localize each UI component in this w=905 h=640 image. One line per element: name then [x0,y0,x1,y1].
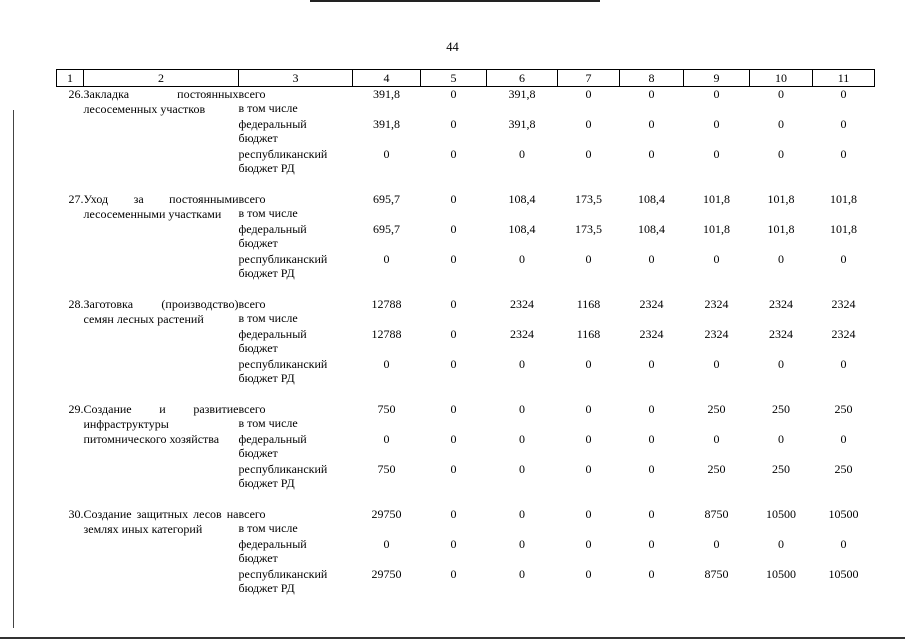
value-cell-col-11: 101,8 [830,221,857,236]
value-cell-col-11: 0 [840,87,847,101]
item-name: Закладка постоянных лесосеменных участков [83,87,239,116]
funding-source [239,402,353,432]
funding-source [239,357,353,387]
value-cell-col-11: 250 [834,401,853,416]
group-spacer [57,282,875,297]
value-cell-col-5: 0 [450,146,457,161]
header-col-10: 10 [750,70,813,87]
item-number: 28. [68,296,84,311]
funding-source [239,462,353,492]
value-cell-col-5: 0 [450,401,457,416]
value-cell-col-9: 8750 [704,506,729,521]
header-col-9: 9 [684,70,750,87]
value-cell-col-5: 0 [450,251,457,266]
value-cell-col-6: 0 [519,566,525,581]
value-cell-col-10: 0 [778,356,784,371]
value-cell-col-4: 0 [383,146,390,161]
header-col-8: 8 [620,70,684,87]
funding-source-line-2: в том числе [238,520,298,535]
value-cell-col-6: 391,8 [508,116,536,131]
page-number: 44 [446,40,459,54]
value-cell-col-7: 0 [585,431,592,446]
value-cell-col-11: 0 [840,536,847,551]
value-cell-col-9: 2324 [704,296,729,311]
header-col-5: 5 [421,70,487,87]
value-cell-col-5: 0 [450,87,457,101]
funding-source [239,147,353,177]
value-cell-col-8: 108,4 [638,191,665,206]
value-cell-col-11: 2324 [831,326,856,341]
funding-source-line-1: всего [238,191,266,206]
scan-bottom-edge [0,637,905,639]
header-col-7: 7 [558,70,620,87]
value-cell-col-4: 29750 [371,506,402,521]
value-cell-col-4: 695,7 [373,221,400,236]
value-cell-col-8: 0 [648,461,655,476]
funding-source-line-2: в том числе [238,101,298,115]
item-name: Заготовка (производство) семян лесных растений [83,296,239,326]
value-cell-col-10: 0 [778,536,784,551]
value-cell-col-6: 0 [519,251,525,266]
funding-source-line-1: всего [238,506,266,521]
value-cell-col-6: 0 [519,506,525,521]
value-cell-col-11: 101,8 [830,191,857,206]
value-cell-col-7: 0 [585,506,592,521]
header-col-2: 2 [84,70,239,87]
value-cell-col-7: 0 [585,566,592,581]
item-number: 27. [68,191,84,206]
funding-source [239,537,353,567]
funding-source-line-1: федеральный [238,221,307,236]
funding-source-line-1: федеральный [238,431,307,446]
funding-source [239,327,353,357]
funding-source-line-1: федеральный [238,536,307,551]
value-cell-col-7: 0 [585,146,592,161]
scan-left-edge [13,110,14,628]
value-cell-col-9: 250 [707,461,726,476]
funding-source [239,192,353,222]
value-cell-col-7: 0 [585,251,592,266]
value-cell-col-8: 108,4 [638,221,665,236]
value-cell-col-11: 0 [840,251,847,266]
value-cell-col-8: 2324 [639,296,664,311]
funding-source-line-2: в том числе [238,205,298,220]
value-cell-col-9: 2324 [704,326,729,341]
value-cell-col-11: 250 [834,461,853,476]
value-cell-col-7: 0 [585,536,592,551]
value-cell-col-11: 10500 [828,566,859,581]
item-number: 29. [68,401,84,416]
value-cell-col-7: 0 [585,356,592,371]
value-cell-col-7: 173,5 [575,221,602,236]
table-row [57,507,875,537]
value-cell-col-6: 391,8 [508,87,536,101]
group-spacer [57,492,875,507]
funding-source-line-1: республиканский [238,566,328,581]
value-cell-col-8: 0 [648,356,655,371]
value-cell-col-9: 101,8 [703,191,730,206]
value-cell-col-8: 0 [648,251,655,266]
value-cell-col-6: 0 [519,401,525,416]
value-cell-col-8: 2324 [639,326,664,341]
funding-source-line-1: всего [238,87,266,101]
budget-table [56,69,875,597]
value-cell-col-10: 0 [778,251,784,266]
funding-source-line-2: в том числе [238,415,298,430]
value-cell-col-5: 0 [450,326,457,341]
value-cell-col-7: 0 [585,461,592,476]
group-spacer [57,387,875,402]
funding-source-line-1: республиканский [238,461,328,476]
value-cell-col-10: 10500 [766,506,796,521]
funding-source [239,222,353,252]
funding-source-line-2: бюджет РД [238,265,295,280]
value-cell-col-9: 0 [713,87,720,101]
value-cell-col-10: 0 [778,431,784,446]
table-row [57,192,875,222]
value-cell-col-9: 0 [713,356,720,371]
value-cell-col-11: 0 [840,116,847,131]
value-cell-col-5: 0 [450,506,457,521]
value-cell-col-8: 0 [648,566,655,581]
value-cell-col-9: 0 [713,536,720,551]
funding-source-line-1: республиканский [238,251,328,266]
value-cell-col-8: 0 [648,146,655,161]
value-cell-col-5: 0 [450,191,457,206]
funding-source-line-2: бюджет [238,340,278,355]
header-col-6: 6 [487,70,558,87]
value-cell-col-6: 108,4 [508,191,536,206]
funding-source [239,567,353,597]
value-cell-col-4: 29750 [371,566,402,581]
header-col-3: 3 [239,70,353,87]
value-cell-col-9: 0 [713,116,720,131]
funding-source-line-2: бюджет [238,130,278,145]
funding-source [239,87,353,117]
value-cell-col-4: 12788 [371,296,402,311]
value-cell-col-11: 0 [840,146,847,161]
funding-source-line-1: федеральный [238,326,307,341]
header-col-11: 11 [813,70,875,87]
scan-top-edge [310,0,600,2]
funding-source-line-1: всего [238,401,266,416]
funding-source [239,507,353,537]
value-cell-col-8: 0 [648,431,655,446]
value-cell-col-9: 101,8 [703,221,730,236]
value-cell-col-10: 0 [778,87,784,101]
value-cell-col-5: 0 [450,356,457,371]
group-spacer [57,177,875,192]
value-cell-col-10: 101,8 [767,191,795,206]
value-cell-col-4: 12788 [371,326,402,341]
funding-source-line-1: федеральный [238,116,307,131]
value-cell-col-6: 2324 [510,296,534,311]
value-cell-col-4: 0 [383,431,390,446]
value-cell-col-8: 0 [648,401,655,416]
value-cell-col-9: 0 [713,251,720,266]
item-number: 26. [68,87,84,101]
funding-source-line-2: бюджет РД [238,580,295,595]
value-cell-col-4: 750 [377,461,396,476]
value-cell-col-5: 0 [450,461,457,476]
item-name: Создание защитных лесов на землях иных категорий [83,506,239,536]
value-cell-col-4: 391,8 [373,87,400,101]
funding-source-line-2: бюджет [238,550,278,565]
value-cell-col-5: 0 [450,221,457,236]
value-cell-col-4: 0 [383,356,390,371]
value-cell-col-6: 0 [519,536,525,551]
value-cell-col-10: 250 [772,401,790,416]
value-cell-col-9: 0 [713,431,720,446]
value-cell-col-6: 2324 [510,326,534,341]
funding-source-line-1: всего [238,296,266,311]
funding-source-line-2: бюджет РД [238,160,295,175]
value-cell-col-5: 0 [450,296,457,311]
value-cell-col-4: 0 [383,536,390,551]
value-cell-col-10: 10500 [766,566,796,581]
funding-source [239,252,353,282]
value-cell-col-9: 8750 [704,566,729,581]
value-cell-col-9: 0 [713,146,720,161]
value-cell-col-5: 0 [450,116,457,131]
value-cell-col-4: 695,7 [373,191,400,206]
table-row [57,87,875,117]
value-cell-col-6: 108,4 [508,221,536,236]
funding-source [239,297,353,327]
funding-source-line-2: бюджет [238,445,278,460]
value-cell-col-10: 250 [772,461,790,476]
value-cell-col-10: 2324 [769,326,793,341]
value-cell-col-4: 391,8 [373,116,400,131]
value-cell-col-8: 0 [648,506,655,521]
value-cell-col-7: 1168 [576,326,601,341]
value-cell-col-8: 0 [648,87,655,101]
funding-source [239,117,353,147]
value-cell-col-7: 1168 [576,296,601,311]
value-cell-col-11: 0 [840,431,847,446]
item-name: Уход за постоянными лесосеменными участками [83,191,239,221]
value-cell-col-6: 0 [519,146,525,161]
value-cell-col-10: 2324 [769,296,793,311]
funding-source-line-1: республиканский [238,146,328,161]
value-cell-col-5: 0 [450,536,457,551]
funding-source-line-2: бюджет [238,235,278,250]
value-cell-col-6: 0 [519,356,525,371]
value-cell-col-11: 0 [840,356,847,371]
value-cell-col-5: 0 [450,431,457,446]
funding-source-line-2: бюджет РД [238,370,295,385]
value-cell-col-7: 0 [585,401,592,416]
value-cell-col-11: 10500 [828,506,859,521]
item-name: Создание и развитие инфраструктуры питомнического хозяйства [83,401,239,446]
funding-source [239,432,353,462]
item-number: 30. [68,506,84,521]
value-cell-col-6: 0 [519,461,525,476]
value-cell-col-8: 0 [648,116,655,131]
value-cell-col-10: 0 [778,116,784,131]
header-col-4: 4 [353,70,421,87]
table-row [57,297,875,327]
value-cell-col-4: 750 [377,401,396,416]
value-cell-col-6: 0 [519,431,525,446]
table-row [57,402,875,432]
funding-source-line-2: бюджет РД [238,475,295,490]
funding-source-line-1: республиканский [238,356,328,371]
value-cell-col-11: 2324 [831,296,856,311]
value-cell-col-7: 0 [585,116,592,131]
header-col-1: 1 [57,70,84,87]
funding-source-line-2: в том числе [238,310,298,325]
header-row [57,70,875,87]
value-cell-col-10: 0 [778,146,784,161]
value-cell-col-9: 250 [707,401,726,416]
value-cell-col-10: 101,8 [767,221,795,236]
value-cell-col-8: 0 [648,536,655,551]
value-cell-col-5: 0 [450,566,457,581]
value-cell-col-7: 173,5 [575,191,602,206]
value-cell-col-7: 0 [585,87,592,101]
value-cell-col-4: 0 [383,251,390,266]
